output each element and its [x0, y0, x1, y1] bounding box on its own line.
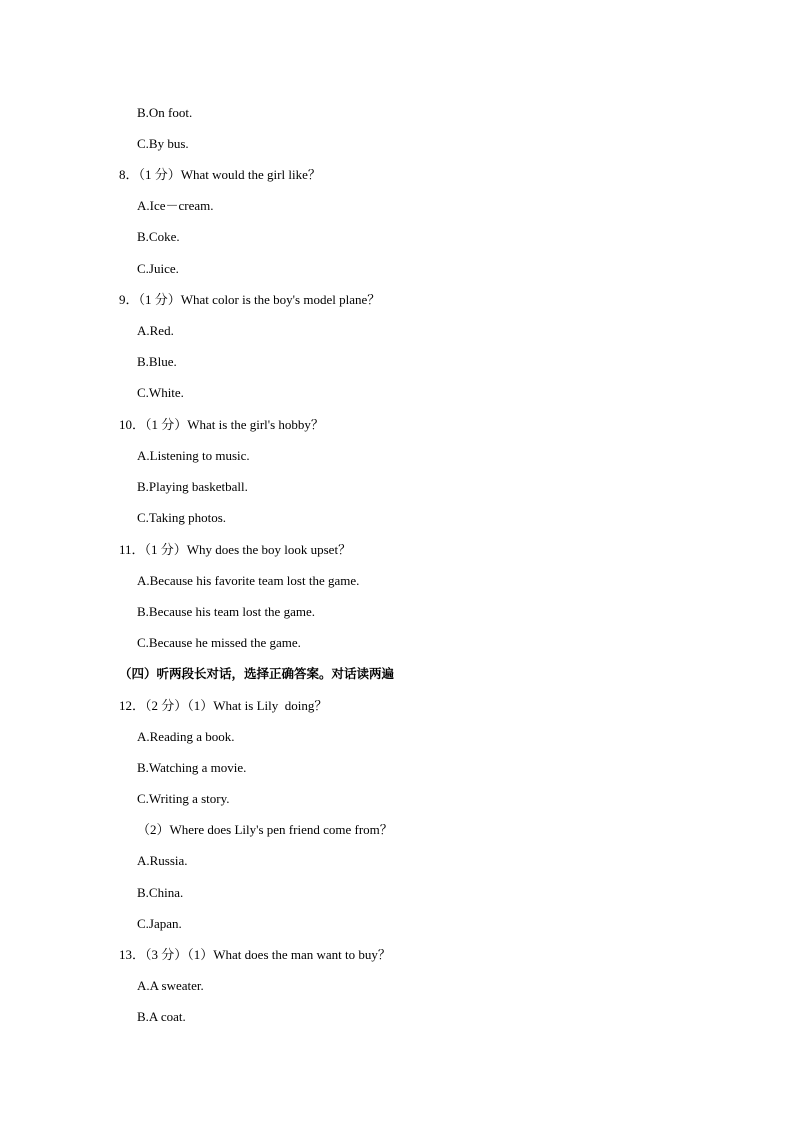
- q7-option-b: B.On foot.: [137, 105, 193, 120]
- question-number: 13．（3 分）: [119, 947, 188, 962]
- question-stem: Why does the boy look upset？: [186, 542, 352, 557]
- question-number: 10．（1 分）: [119, 417, 188, 432]
- section-heading: （四）听两段长对话，选择正确答案。对话读两遍: [119, 666, 395, 681]
- q8-option-a: A.Ice－cream.: [137, 198, 214, 213]
- question-12: [119, 698, 327, 714]
- question-number: 11．（1 分）: [119, 542, 187, 557]
- q12-1-option-c: C.Writing a story.: [137, 791, 230, 806]
- q9-option-c: C.White.: [137, 385, 184, 400]
- q9-option-b: B.Blue.: [137, 354, 177, 369]
- question-9: [119, 292, 380, 308]
- q12-2-option-a: A.Russia.: [137, 853, 188, 868]
- q10-option-a: A.Listening to music.: [137, 448, 250, 463]
- q12-2-option-c: C.Japan.: [137, 916, 182, 931]
- question-stem: （1）What does the man want to buy？: [187, 947, 391, 962]
- q11-option-b: B.Because his team lost the game.: [137, 604, 315, 619]
- question-10: [119, 417, 324, 433]
- q12-1-option-b: B.Watching a movie.: [137, 760, 247, 775]
- q11-option-a: A.Because his favorite team lost the game.: [137, 573, 360, 588]
- question-8: [119, 167, 321, 183]
- q12-1-option-a: A.Reading a book.: [137, 729, 235, 744]
- question-stem: （1）What is Lily doing？: [187, 698, 328, 713]
- question-11: [119, 542, 351, 558]
- question-number: 9．（1 分）: [119, 292, 181, 307]
- q13-1-option-b: B.A coat.: [137, 1009, 186, 1024]
- q11-option-c: C.Because he missed the game.: [137, 635, 301, 650]
- q10-option-b: B.Playing basketball.: [137, 479, 248, 494]
- q9-option-a: A.Red.: [137, 323, 174, 338]
- question-stem: What is the girl's hobby？: [187, 417, 324, 432]
- q12-sub-question-2: （2）Where does Lily's pen friend come from？: [137, 822, 393, 837]
- question-number: 12．（2 分）: [119, 698, 188, 713]
- q13-1-option-a: A.A sweater.: [137, 978, 204, 993]
- question-stem: What would the girl like？: [180, 167, 321, 182]
- q12-2-option-b: B.China.: [137, 885, 184, 900]
- q10-option-c: C.Taking photos.: [137, 510, 227, 525]
- question-stem: What color is the boy's model plane？: [180, 292, 381, 307]
- q7-option-c: C.By bus.: [137, 136, 189, 151]
- question-number: 8．（1 分）: [119, 167, 181, 182]
- question-13: [119, 947, 391, 963]
- q8-option-b: B.Coke.: [137, 229, 180, 244]
- q8-option-c: C.Juice.: [137, 261, 179, 276]
